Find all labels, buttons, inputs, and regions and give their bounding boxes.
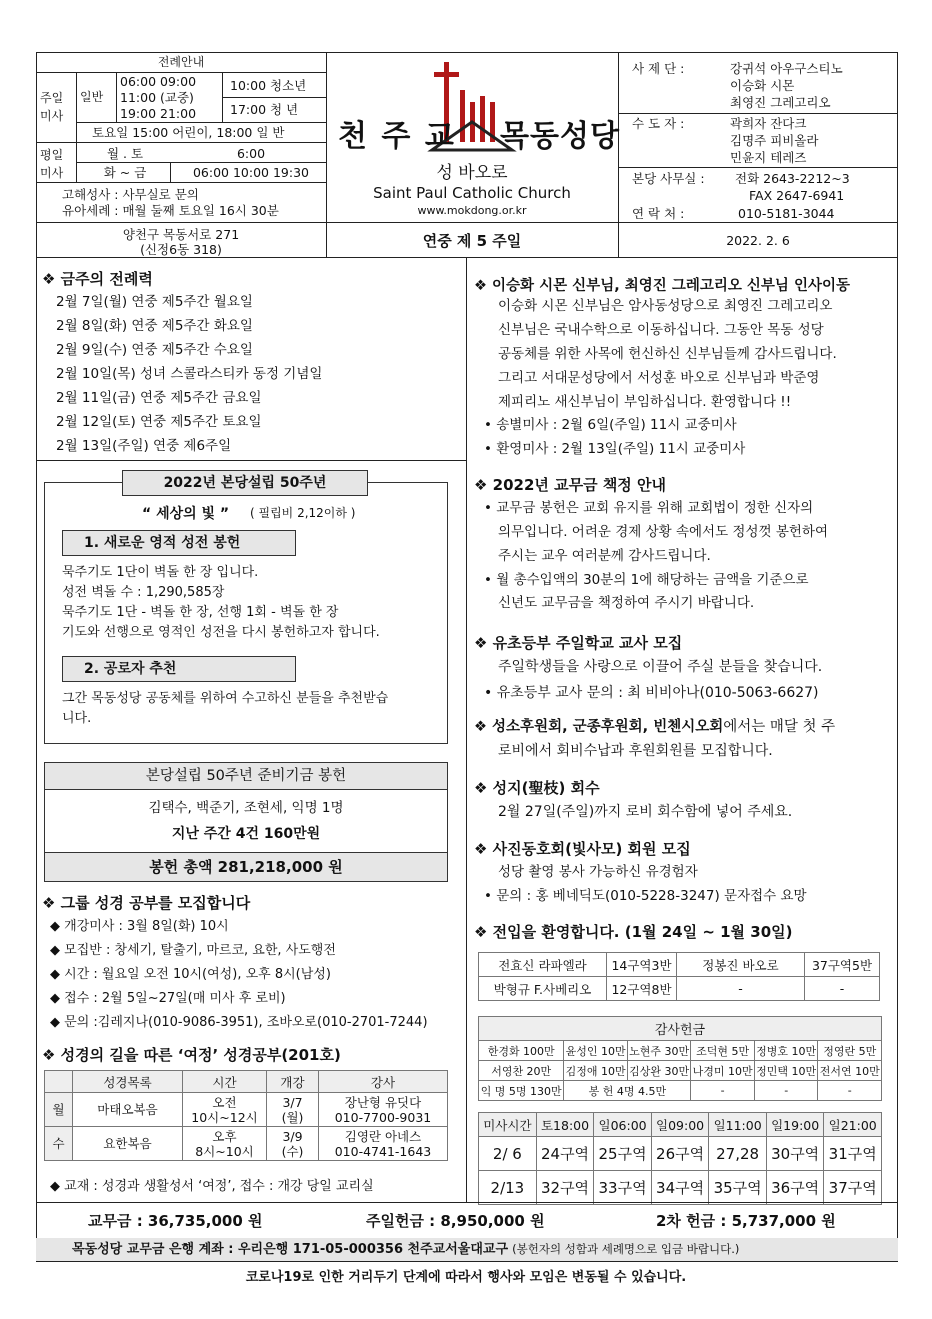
liturgy-item: 2월 10일(목) 성녀 스콜라스티카 동정 기념일: [56, 366, 323, 382]
patron-name: 성 바오로: [436, 163, 508, 183]
item2-title: 2. 공로자 추천: [84, 661, 177, 677]
weekday-days-2: 화 ~ 금: [103, 165, 147, 180]
sunday-time-3: 19:00 21:00: [120, 106, 197, 121]
dues-total: 교무금 : 36,735,000 원: [88, 1212, 263, 1230]
fund-last-week: 지난 주간 4건 160만원: [171, 826, 321, 842]
second-collection-total: 2차 헌금 : 5,737,000 원: [656, 1212, 836, 1230]
liturgy-item: 2월 7일(월) 연중 제5주간 월요일: [56, 294, 253, 310]
transfer-line: 이승화 시몬 신부님은 암사동성당으로 최영진 그레고리오: [498, 298, 833, 314]
journey-note: ◆ 교재 : 성경과 생활성서 ‘여정’, 접수 : 개강 당일 교리실: [50, 1179, 374, 1194]
item2-line: 그간 목동성당 공동체를 위하여 수고하신 분들을 추천받습: [62, 691, 389, 706]
table-row: 2/ 6 24구역 25구역 26구역 27,28 30구역 31구역: [479, 1137, 882, 1171]
priests-label: 사 제 단 :: [632, 61, 685, 76]
priest-1: 강귀석 아우구스티노: [730, 61, 843, 76]
church-name-en: Saint Paul Catholic Church: [373, 184, 571, 202]
liturgy-item: 2월 9일(수) 연중 제5주간 수요일: [56, 342, 253, 358]
thanks-title: 감사헌금: [479, 1017, 882, 1041]
journey-title: ❖ 성경의 길을 따른 ‘여정’ 성경공부(201호): [42, 1046, 341, 1064]
welcome-title: ❖ 전입을 환영합니다. (1월 24일 ~ 1월 30일): [474, 923, 793, 941]
journey-header: 시간: [183, 1071, 267, 1093]
column-divider: [466, 257, 467, 1202]
teachers-title: ❖ 유초등부 주일학교 교사 모집: [474, 634, 683, 652]
bible-group-item: ◆ 개강미사 : 3월 8일(화) 10시: [50, 919, 229, 934]
infant-baptism-info: 유아세례 : 매월 둘째 토요일 16시 30분: [62, 203, 279, 218]
item1-line: 성전 벽돌 수 : 1,290,585장: [62, 585, 225, 600]
contact-phone: 010-5181-3044: [738, 206, 835, 221]
sister-2: 김명주 피비올라: [730, 133, 819, 148]
sister-1: 곽희자 잔다크: [730, 116, 807, 131]
office-phone: 전화 2643-2212~3: [735, 171, 850, 186]
church-name-left: 천 주 교: [338, 119, 456, 154]
dues-item: • 교무금 봉헌은 교회 유지를 위해 교회법이 정한 신자의: [484, 500, 814, 516]
office-fax: FAX 2647-6941: [749, 188, 845, 203]
support-title: ❖ 성소후원회, 군종후원회, 빈첸시오회: [474, 719, 724, 735]
sisters-label: 수 도 자 :: [632, 116, 685, 131]
sunday-title: 연중 제 5 주일: [422, 232, 522, 250]
footer-notice: 코로나19로 인한 거리두기 단계에 따라서 행사와 모임은 변동될 수 있습니다.: [245, 1270, 687, 1285]
thanks-table: [478, 1016, 882, 1101]
item1-line: 묵주기도 1단이 벽돌 한 장 입니다.: [62, 565, 259, 580]
anniversary-title: 2022년 본당설립 50주년: [163, 475, 327, 491]
youth-time-1: 10:00 청소년: [230, 78, 307, 93]
transfer-line: 그리고 서대문성당에서 서성훈 바오로 신부님과 박준영: [498, 370, 820, 386]
journey-header: 개강: [267, 1071, 319, 1093]
transfer-line: 공동체를 위한 사목에 헌신하신 신부님들께 감사드립니다.: [498, 346, 837, 362]
liturgy-item: 2월 8일(화) 연중 제5주간 화요일: [56, 318, 253, 334]
anniversary-motto-ref: ( 필립비 2,12이하 ): [250, 506, 356, 520]
sister-3: 민윤지 테레즈: [730, 150, 807, 165]
journey-header: 성경목록: [73, 1071, 183, 1093]
transfer-title: ❖ 이승화 시몬 신부님, 최영진 그레고리오 신부님 인사이동: [474, 278, 851, 294]
fund-total: 봉헌 총액 281,218,000 원: [149, 858, 343, 876]
bible-group-item: ◆ 접수 : 2월 5일~27일(매 미사 후 로비): [50, 991, 286, 1006]
confession-info: 고해성사 : 사무실로 문의: [62, 187, 199, 202]
sunday-time-2: 11:00 (교중): [120, 90, 194, 105]
table-row: 서영찬 20만 김정애 10만 김상완 30만 나경미 10만 정민택 10만 전서연 10만: [479, 1061, 882, 1081]
journey-header: 강사: [319, 1071, 448, 1093]
liturgy-item: 2월 13일(주일) 연중 제6주일: [56, 438, 232, 454]
item1-line: 기도와 선행으로 영적인 성전을 다시 봉헌하고자 합니다.: [62, 625, 380, 640]
youth-time-2: 17:00 청 년: [230, 102, 299, 117]
saturday-mass: 토요일 15:00 어린이, 18:00 일 반: [92, 125, 285, 140]
church-name-right: 목동성당: [500, 119, 620, 154]
fund-donors: 김택수, 백준기, 조현세, 익명 1명: [148, 800, 344, 816]
table-row: 익 명 5명 130만 봉 헌 4명 4.5만 - - -: [479, 1081, 882, 1101]
transfer-line: 신부님은 국내수학으로 이동하십니다. 그동안 목동 성당: [498, 322, 824, 338]
journey-table: [44, 1070, 448, 1161]
office-label: 본당 사무실 :: [632, 171, 705, 186]
transfer-item: • 송별미사 : 2월 6일(주일) 11시 교중미사: [484, 417, 737, 433]
item2-line: 니다.: [62, 711, 92, 726]
palm-title: ❖ 성지(聖枝) 회수: [474, 779, 600, 797]
bank-note: (봉헌자의 성함과 세례명으로 입금 바랍니다.): [512, 1242, 740, 1256]
contact-label: 연 락 처 :: [632, 206, 685, 221]
table-row: 전효신 라파엘라 14구역3반 정봉진 바오로 37구역5반: [479, 953, 880, 977]
church-address: 양천구 목동서로 271: [122, 227, 240, 242]
liturgy-item: 2월 11일(금) 연중 제5주간 금요일: [56, 390, 262, 406]
table-row: 수 요한복음 오후 8시~10시 3/9 (수) 김영란 아네스 010-4741-1643: [45, 1127, 448, 1161]
weekday-times-1: 6:00: [236, 146, 266, 161]
photo-item: • 문의 : 홍 베네딕도(010-5228-3247) 문자접수 요망: [484, 888, 807, 904]
welcome-table: [478, 952, 880, 1001]
sunday-time-1: 06:00 09:00: [120, 74, 197, 89]
liturgy-item: 2월 12일(토) 연중 제5주간 토요일: [56, 414, 262, 430]
priest-3: 최영진 그레고리오: [730, 95, 831, 110]
sunday-general-label: 일반: [80, 90, 104, 104]
bank-account: 목동성당 교무금 은행 계좌 : 우리은행 171-05-000356 천주교서울대교구: [72, 1242, 509, 1257]
bible-group-item: ◆ 모집반 : 창세기, 탈출기, 마르코, 요한, 사도행전: [50, 943, 336, 958]
mass-duty-table: 미사시간 토18:00 일06:00 일09:00 일11:00 일19:00 일21:00 2/ 6 24구역 25구역 26구역 27,28 30구역 31구역 2/13 32구역 33구역 34구역 35구역 36구역 37구역: [478, 1112, 882, 1205]
bulletin-date: 2022. 2. 6: [726, 233, 790, 248]
anniversary-motto: “ 세상의 빛 ”: [142, 506, 230, 522]
bible-group-item: ◆ 문의 :김레지나(010-9086-3951), 조바오로(010-2701-7244): [50, 1015, 428, 1030]
dues-item: • 월 총수입액의 30분의 1에 해당하는 금액을 기준으로: [484, 572, 809, 588]
transfer-item: • 환영미사 : 2월 13일(주일) 11시 교중미사: [484, 441, 746, 457]
sunday-mass-label: 주일 미사: [40, 91, 64, 123]
teachers-item: • 유초등부 교사 문의 : 최 비비아나(010-5063-6627): [484, 685, 819, 701]
bible-group-item: ◆ 시간 : 월요일 오전 10시(여성), 오후 8시(남성): [50, 967, 331, 982]
transfer-line: 제피리노 새신부님이 부임하십니다. 환영합니다 !!: [498, 394, 792, 410]
dues-title: ❖ 2022년 교무금 책정 안내: [474, 476, 667, 494]
table-row: 2/13 32구역 33구역 34구역 35구역 36구역 37구역: [479, 1171, 882, 1205]
weekday-times-2: 06:00 10:00 19:30: [192, 165, 309, 180]
priest-2: 이승화 시몬: [730, 78, 795, 93]
table-row: 한경화 100만 윤성인 10만 노현주 30만 조덕현 5만 정병호 10만 정영란 5만: [479, 1041, 882, 1061]
bible-group-title: ❖ 그룹 성경 공부를 모집합니다: [42, 894, 251, 912]
liturgy-title: ❖ 금주의 전례력: [42, 270, 153, 288]
schedule-title: 전례안내: [157, 55, 205, 69]
photo-title: ❖ 사진동호회(빛사모) 회원 모집: [474, 840, 691, 858]
table-row: 박형규 F.사베리오 12구역8반 - -: [479, 977, 880, 1001]
sunday-offering-total: 주일헌금 : 8,950,000 원: [366, 1212, 545, 1230]
weekday-days-1: 월 . 토: [106, 146, 144, 161]
item1-line: 묵주기도 1단 - 벽돌 한 장, 선행 1회 - 벽돌 한 장: [62, 605, 339, 620]
item1-title: 1. 새로운 영적 성전 봉헌: [84, 535, 241, 551]
weekday-mass-label: 평일 미사: [40, 148, 64, 180]
table-row: 월 마태오복음 오전 10시~12시 3/7 (월) 장난형 유딧다 010-7700-9031: [45, 1093, 448, 1127]
church-address-old: (신정6동 318): [140, 242, 222, 257]
website-link[interactable]: www.mokdong.or.kr: [417, 204, 527, 217]
fund-title: 본당설립 50주년 준비기금 봉헌: [145, 768, 347, 784]
